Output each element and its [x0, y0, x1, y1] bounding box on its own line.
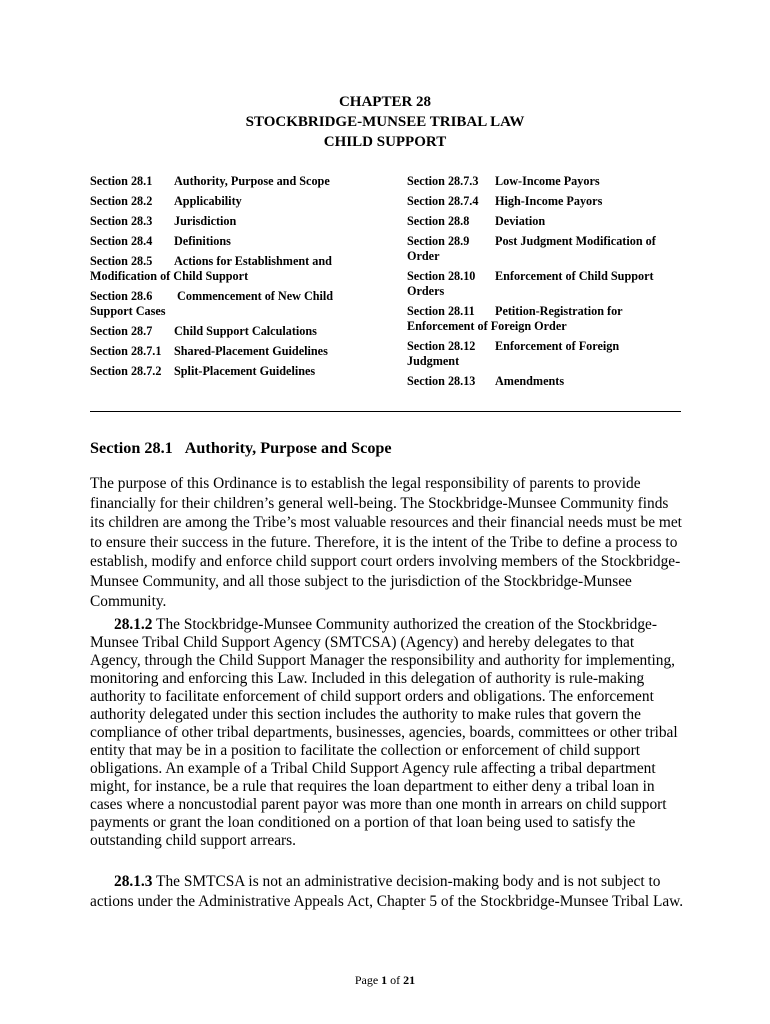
toc-entry [90, 364, 315, 379]
of-label: of [390, 973, 401, 987]
chapter-number: CHAPTER 28 [338, 94, 432, 110]
paragraph-number: 28.1.3 [114, 873, 153, 890]
toc-section-title: Enforcement of Foreign [495, 339, 620, 353]
toc-section-title: Enforcement of Child Support [495, 269, 654, 283]
toc-section-number: Section 28.1 [90, 174, 153, 188]
toc-entry [90, 324, 317, 339]
divider [90, 411, 681, 412]
toc-section-number: Section 28.5 [90, 254, 153, 268]
toc-entry [90, 254, 332, 284]
toc-section-number: Section 28.7.2 [90, 364, 162, 378]
toc-section-title: Deviation [495, 214, 546, 228]
toc-entry [407, 194, 602, 209]
toc-section-title: Low-Income Payors [495, 174, 600, 188]
text-line: Munsee Tribal Child Support Agency (SMTCSA) (Agency) and hereby delegates to that [90, 634, 635, 651]
text-line: Agency, through the Child Support Manager the responsibility and authority for implementing, [90, 652, 676, 669]
toc-section-number: Section 28.4 [90, 234, 153, 248]
text-line: compliance of other tribal departments, businesses, agencies, boards, committees or other tribal [90, 724, 678, 741]
text-line: authority to facilitate enforcement of child support orders and obligations. The enforcement [90, 688, 654, 705]
toc-title-continued: Support Cases [90, 304, 166, 318]
toc-section-number: Section 28.7 [90, 324, 153, 338]
toc-entry [407, 269, 654, 299]
toc-section-title: Petition-Registration for [495, 304, 623, 318]
toc-section-number: Section 28.10 [407, 269, 476, 283]
toc-section-title: Applicability [174, 194, 242, 208]
toc-title-continued: Enforcement of Foreign Order [407, 319, 567, 333]
toc-entry [90, 344, 328, 359]
section-heading [90, 439, 392, 458]
table-of-contents [0, 0, 770, 400]
section-number: Section 28.1 [90, 439, 173, 457]
page-label: Page [354, 973, 379, 987]
text-line: monitoring and enforcing this Law. Included in this delegation of authority is rule-making [90, 670, 645, 687]
text-line: its children are among the Tribe’s most valuable resources and their financial needs must be met [90, 514, 682, 532]
paragraph-28-1-2 [90, 616, 690, 850]
toc-section-number: Section 28.6 [90, 289, 153, 303]
toc-section-number: Section 28.2 [90, 194, 153, 208]
text-line: authority delegated under this section includes the authority to make rules that govern the [90, 706, 641, 723]
toc-section-number: Section 28.12 [407, 339, 476, 353]
law-title: STOCKBRIDGE-MUNSEE TRIBAL LAW [245, 114, 525, 130]
toc-section-title: Shared-Placement Guidelines [174, 344, 328, 358]
text-line: might, for instance, be a rule that requires the loan department to either deny a tribal loan in [90, 778, 655, 795]
current-page: 1 [381, 973, 388, 987]
toc-section-number: Section 28.3 [90, 214, 153, 228]
toc-entry [90, 234, 231, 249]
toc-entry [407, 339, 619, 369]
toc-section-title: Authority, Purpose and Scope [174, 174, 330, 188]
toc-section-title: Definitions [174, 234, 231, 248]
toc-entry [407, 234, 656, 264]
total-pages: 21 [403, 973, 416, 987]
toc-section-title: Commencement of New Child [174, 289, 334, 303]
text-line: actions under the Administrative Appeals Act, Chapter 5 of the Stockbridge-Munsee Tribal Law. [90, 892, 684, 910]
toc-title-continued: Order [407, 249, 440, 263]
text-line-content: The SMTCSA is not an administrative decision-making body and is not subject to [152, 873, 661, 890]
toc-section-title: Split-Placement Guidelines [174, 364, 316, 378]
text-line: payments or grant the loan conditioned on a portion of that loan being used to satisfy the [90, 814, 636, 831]
toc-section-title: Child Support Calculations [174, 324, 317, 338]
page-number [0, 973, 770, 988]
text-line: entity that may be in a position to facilitate the collection or enforcement of child support [90, 742, 641, 759]
toc-entry [90, 289, 333, 319]
text-line: cases where a noncustodial parent payor was more than one month in arrears on child support [90, 796, 667, 813]
toc-entry [407, 174, 600, 189]
text-line: Munsee Community, and all those subject to the jurisdiction of the Stockbridge-Munsee [90, 572, 632, 590]
toc-title-continued: Modification of Child Support [90, 269, 249, 283]
toc-entry [407, 374, 564, 389]
toc-title-continued: Judgment [407, 354, 460, 368]
paragraph-number: 28.1.2 [114, 616, 153, 633]
toc-section-number: Section 28.11 [407, 304, 475, 318]
text-line: obligations. An example of a Tribal Child Support Agency rule affecting a tribal department [90, 760, 656, 777]
toc-section-title: Actions for Establishment and [174, 254, 332, 268]
toc-entry [407, 214, 545, 229]
paragraph-purpose [90, 474, 690, 611]
toc-section-number: Section 28.7.4 [407, 194, 479, 208]
text-line: The purpose of this Ordinance is to establish the legal responsibility of parents to provide [90, 475, 641, 492]
text-line: Community. [90, 592, 167, 610]
paragraph-28-1-3 [90, 872, 690, 911]
toc-section-number: Section 28.7.3 [407, 174, 479, 188]
text-line [90, 616, 690, 634]
toc-section-number: Section 28.7.1 [90, 344, 162, 358]
text-line: financially for their children’s general well-being. The Stockbridge-Munsee Community finds [90, 494, 669, 512]
toc-section-number: Section 28.8 [407, 214, 470, 228]
text-line-content: The Stockbridge-Munsee Community authorized the creation of the Stockbridge- [152, 616, 657, 633]
text-line: establish, modify and enforce child support court orders involving members of the Stockbridge- [90, 553, 681, 571]
toc-section-title: Post Judgment Modification of [495, 234, 656, 248]
toc-section-number: Section 28.9 [407, 234, 470, 248]
text-line: outstanding child support arrears. [90, 832, 297, 849]
text-line [90, 872, 690, 892]
section-title: Authority, Purpose and Scope [184, 439, 392, 457]
toc-section-title: High-Income Payors [495, 194, 603, 208]
toc-section-title: Amendments [495, 374, 565, 388]
toc-title-continued: Orders [407, 284, 445, 298]
toc-section-title: Jurisdiction [174, 214, 237, 228]
toc-section-number: Section 28.13 [407, 374, 476, 388]
toc-entry [407, 304, 623, 334]
toc-entry [90, 174, 330, 189]
chapter-subject: CHILD SUPPORT [323, 134, 447, 150]
text-line: to ensure their success in the future. Therefore, it is the intent of the Tribe to define a process to [90, 533, 678, 551]
toc-entry [90, 194, 242, 209]
toc-entry [90, 214, 236, 229]
